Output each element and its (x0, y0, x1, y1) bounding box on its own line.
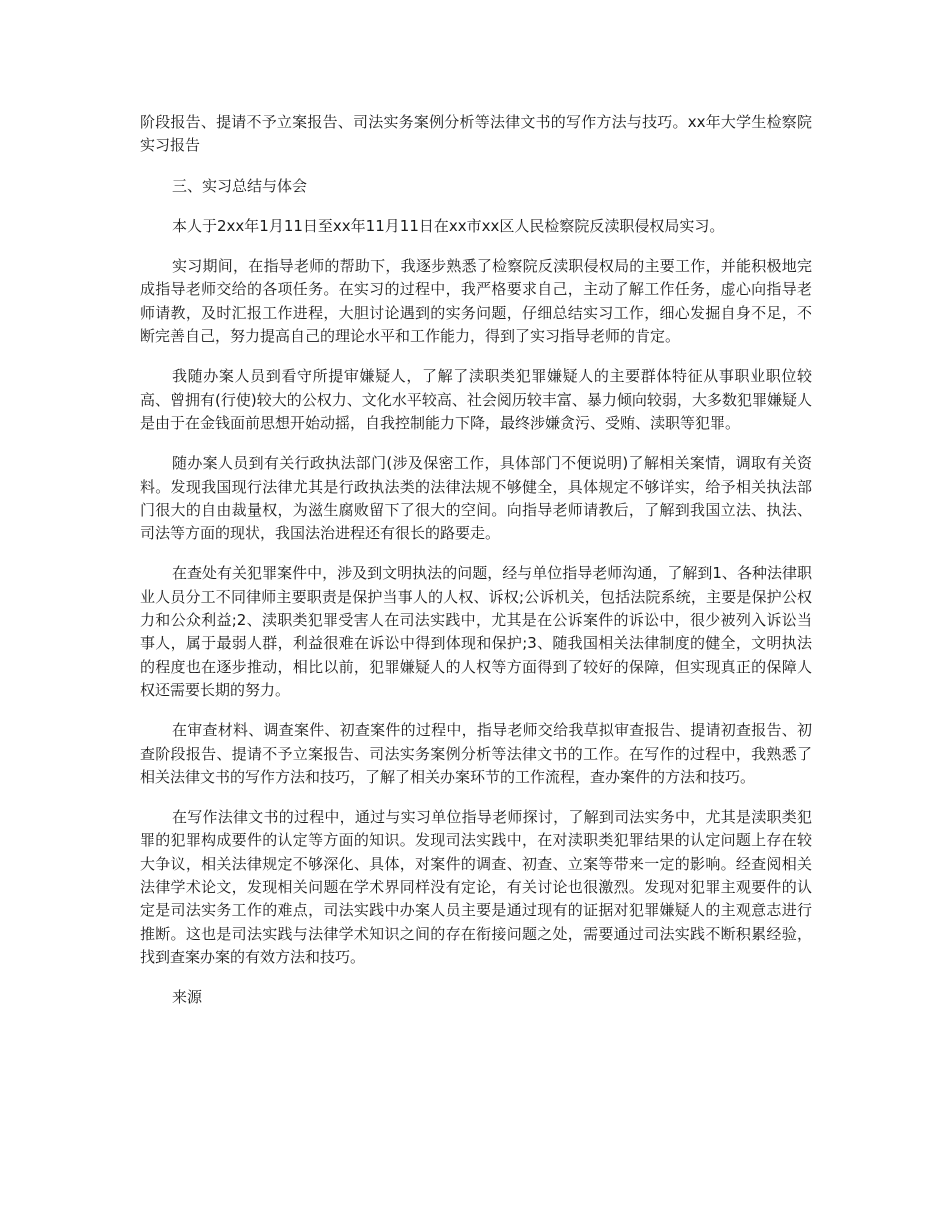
paragraph-suspect-interrogation: 我随办案人员到看守所提审嫌疑人，了解了渎职类犯罪嫌疑人的主要群体特征从事职业职位较高、曾拥有(行使)较大的公权力、文化水平较高、社会阅历较丰富、暴力倾向较弱，大多数犯罪嫌疑人是由于在金钱面前思想开始动摇，自我控制能力下降，最终涉嫌贪污、受贿、渎职等犯罪。 (140, 367, 812, 432)
paragraph-document-drafting: 在审查材料、调查案件、初查案件的过程中，指导老师交给我草拟审查报告、提请初查报告、初查阶段报告、提请不予立案报告、司法实务案例分析等法律文书的工作。在写作的过程中，我熟悉了相关法律文书的写作方法和技巧，了解了相关办案环节的工作流程，查办案件的方法和技巧。 (140, 721, 812, 786)
paragraph-continuation: 阶段报告、提请不予立案报告、司法实务案例分析等法律文书的写作方法与技巧。xx年大学生检察院实习报告 (140, 113, 812, 155)
paragraph-administrative-enforcement: 随办案人员到有关行政执法部门(涉及保密工作，具体部门不便说明)了解相关案情，调取有关资料。发现我国现行法律尤其是行政执法类的法律法规不够健全，具体规定不够详实，给予相关执法部门很大的自由裁量权，为滋生腐败留下了很大的空间。向指导老师请教后，了解到我国立法、执法、司法等方面的现状，我国法治进程还有很长的路要走。 (140, 454, 812, 543)
paragraph-internship-period: 本人于2xx年1月11日至xx年11月11日在xx市xx区人民检察院反渎职侵权局实习。 (172, 216, 725, 235)
paragraph-source: 来源 (172, 988, 203, 1007)
section-heading: 三、实习总结与体会 (172, 176, 308, 195)
paragraph-internship-summary: 实习期间，在指导老师的帮助下，我逐步熟悉了检察院反渎职侵权局的主要工作，并能积极地完成指导老师交给的各项任务。在实习的过程中，我严格要求自己，主动了解工作任务，虚心向指导老师请教，及时汇报工作进程，大胆讨论遇到的实务问题，仔细总结实习工作，细心发掘自身不足，不断完善自己，努力提高自己的理论水平和工作能力，得到了实习指导老师的肯定。 (140, 257, 812, 346)
document-body (140, 111, 812, 1027)
paragraph-legal-writing: 在写作法律文书的过程中，通过与实习单位指导老师探讨，了解到司法实务中，尤其是渎职类犯罪的犯罪构成要件的认定等方面的知识。发现司法实践中，在对渎职类犯罪结果的认定问题上存在较大争议，相关法律规定不够深化、具体，对案件的调查、初查、立案等带来一定的影响。经查阅相关法律学术论文，发现相关问题在学术界同样没有定论，有关讨论也很激烈。发现对犯罪主观要件的认定是司法实务工作的难点，司法实践中办案人员主要是通过现有的证据对犯罪嫌疑人的主观意志进行推断。这也是司法实践与法律学术知识之间的存在衔接问题之处，需要通过司法实践不断积累经验，找到查案办案的有效方法和技巧。 (140, 808, 812, 966)
paragraph-civilized-enforcement: 在查处有关犯罪案件中，涉及到文明执法的问题，经与单位指导老师沟通，了解到1、各种法律职业人员分工不同律师主要职责是保护当事人的人权、诉权;公诉机关，包括法院系统，主要是保护公权力和公众利益;2、渎职类犯罪受害人在司法实践中，尤其是在公诉案件的诉讼中，很少被列入诉讼当事人，属于最弱人群，利益很难在诉讼中得到体现和保护;3、随我国相关法律制度的健全，文明执法的程度也在逐步推动，相比以前，犯罪嫌疑人的人权等方面得到了较好的保障，但实现真正的保障人权还需要长期的努力。 (140, 564, 812, 699)
